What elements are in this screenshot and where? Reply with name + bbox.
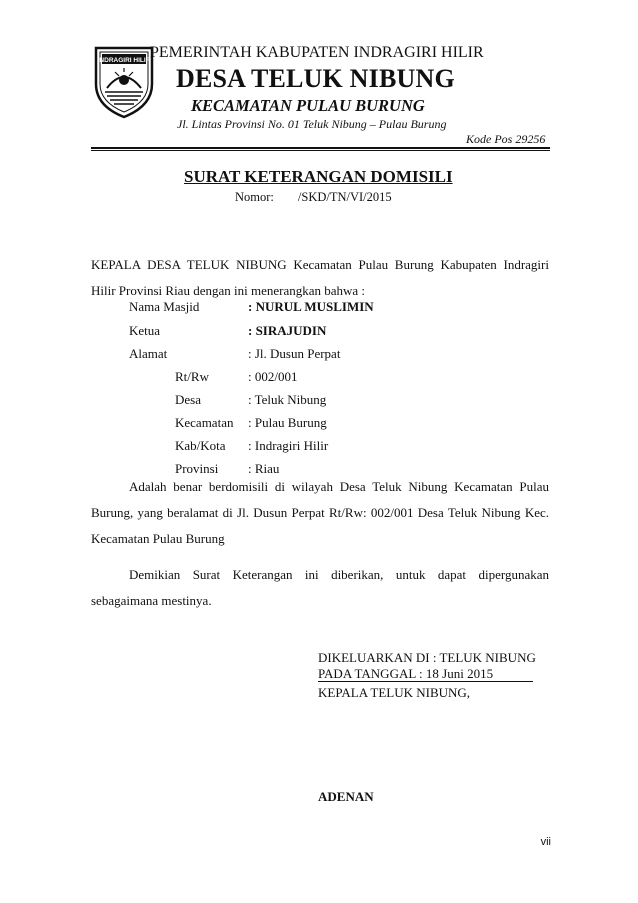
- letter-number-value: /SKD/TN/VI/2015: [297, 190, 392, 204]
- issued-date: PADA TANGGAL : 18 Juni 2015: [318, 666, 494, 681]
- district-name: KECAMATAN PULAU BURUNG: [191, 96, 425, 115]
- header-divider-thick: [91, 147, 550, 149]
- signatory-position: KEPALA TELUK NIBUNG,: [318, 685, 471, 700]
- field-value: : NURUL MUSLIMIN: [248, 299, 374, 314]
- field-label: Ketua: [129, 323, 161, 338]
- regency-emblem-logo: [93, 44, 155, 120]
- address-value: : Indragiri Hilir: [248, 438, 329, 453]
- letter-number-label: Nomor:: [235, 190, 274, 204]
- government-header: PEMERINTAH KABUPATEN INDRAGIRI HILIR: [150, 44, 484, 61]
- letter-number: [235, 190, 392, 205]
- address-value: : Riau: [248, 461, 280, 476]
- address-label: Desa: [175, 392, 201, 407]
- postal-code: Kode Pos 29256: [466, 132, 546, 146]
- field-label: Alamat: [129, 346, 168, 361]
- signatory-name: ADENAN: [318, 789, 374, 804]
- intro-line-1: KEPALA DESA TELUK NIBUNG Kecamatan Pulau Burung Kabupaten Indragiri: [91, 257, 549, 272]
- field-value: : Jl. Dusun Perpat: [248, 346, 341, 361]
- address-label: Rt/Rw: [175, 369, 209, 384]
- header-divider-thin: [91, 150, 550, 151]
- svg-text:INDRAGIRI HILIR: INDRAGIRI HILIR: [97, 57, 151, 64]
- closing-paragraph: [91, 562, 549, 614]
- address-value: : Pulau Burung: [248, 415, 327, 430]
- body-paragraph: [91, 474, 549, 552]
- address-label: Provinsi: [175, 461, 219, 476]
- body-line-1: Adalah benar berdomisili di wilayah Desa Teluk Nibung Kecamatan Pulau: [129, 479, 549, 494]
- signature-divider: [318, 681, 533, 682]
- field-value: : SIRAJUDIN: [248, 323, 327, 338]
- issued-at: DIKELUARKAN DI : TELUK NIBUNG: [318, 650, 536, 665]
- body-line-3: Kecamatan Pulau Burung: [91, 531, 225, 546]
- office-address: Jl. Lintas Provinsi No. 01 Teluk Nibung – Pulau Burung: [177, 117, 447, 131]
- field-label: Nama Masjid: [129, 299, 200, 314]
- intro-paragraph: [91, 252, 549, 304]
- address-value: : 002/001: [248, 369, 298, 384]
- page-number: vii: [540, 836, 551, 848]
- address-label: Kab/Kota: [175, 438, 226, 453]
- village-name: DESA TELUK NIBUNG: [176, 64, 455, 93]
- letter-title: SURAT KETERANGAN DOMISILI: [184, 167, 453, 186]
- address-value: : Teluk Nibung: [248, 392, 327, 407]
- body-line-2: Burung, yang beralamat di Jl. Dusun Perpat Rt/Rw: 002/001 Desa Teluk Nibung Kec.: [91, 505, 549, 520]
- closing-line-1: Demikian Surat Keterangan ini diberikan, untuk dapat dipergunakan: [129, 567, 549, 582]
- address-label: Kecamatan: [175, 415, 234, 430]
- intro-line-2: Hilir Provinsi Riau dengan ini menerangkan bahwa :: [91, 283, 366, 298]
- closing-line-2: sebagaimana mestinya.: [91, 593, 212, 608]
